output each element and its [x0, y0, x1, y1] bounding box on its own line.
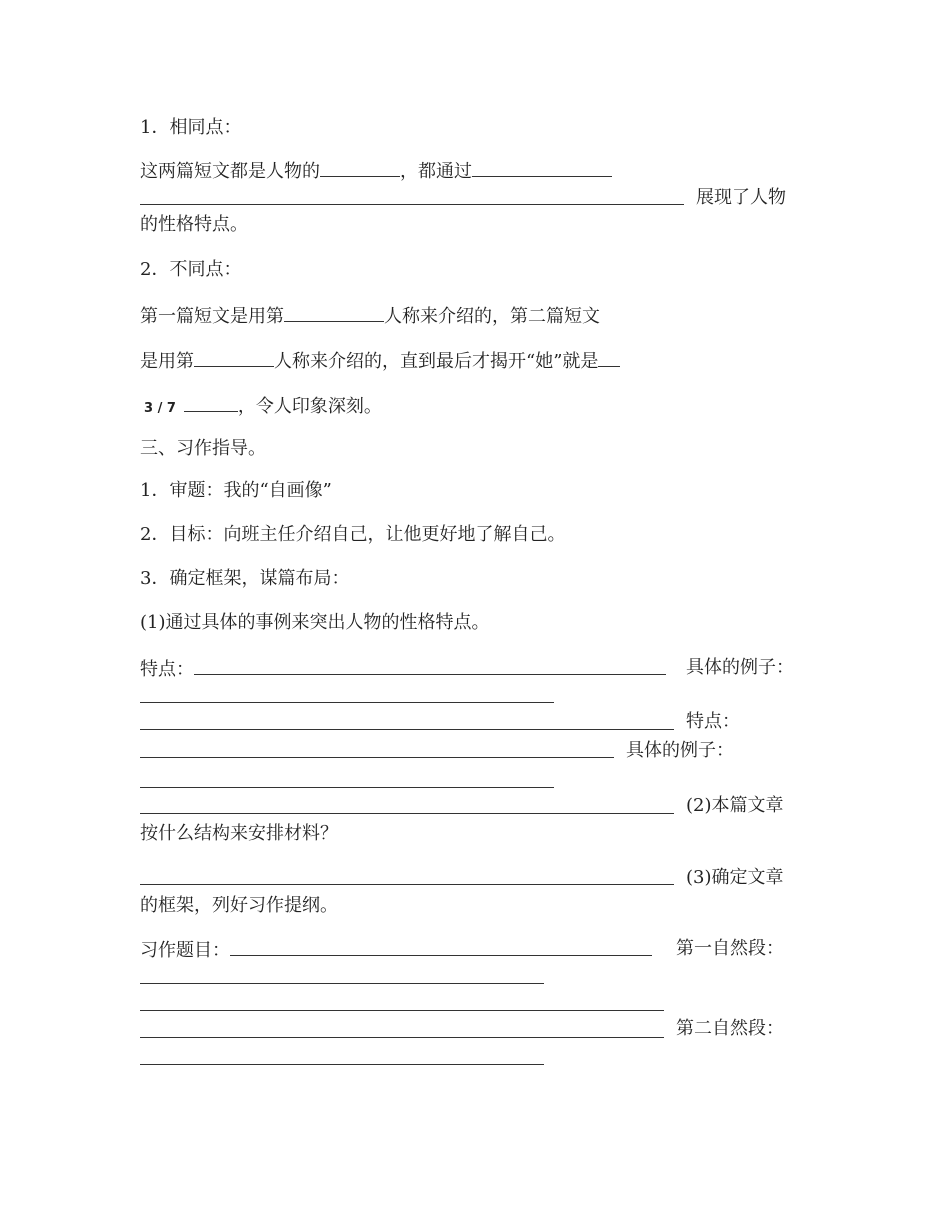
title-line [140, 937, 652, 963]
paragraph-2-label: 第二自然段： [676, 1018, 784, 1039]
difference-text-4: 人称来介绍的，直到最后才揭开“她”就是 [274, 351, 599, 372]
guide-item-1: 1．审题：我的“自画像” [140, 480, 332, 501]
blank-para1-b[interactable] [140, 1010, 664, 1011]
blank-example-2a[interactable] [140, 787, 554, 788]
section-3-heading: 三、习作指导。 [140, 438, 266, 459]
difference-text-2: 人称来介绍的，第二篇短文 [384, 306, 600, 327]
trait-line-1 [140, 656, 666, 682]
difference-text-5: ，令人印象深刻。 [237, 396, 382, 417]
guide-item-3: 3．确定框架，谋篇布局： [140, 568, 350, 589]
blank-title[interactable] [230, 937, 652, 956]
blank-method-start[interactable] [472, 158, 612, 177]
blank-example-1a[interactable] [140, 702, 554, 703]
difference-line-1 [140, 303, 600, 329]
difference-text-3: 是用第 [140, 351, 194, 372]
similarity-text-4: 的性格特点。 [140, 214, 248, 235]
blank-method-cont[interactable] [140, 204, 684, 205]
blank-first-person[interactable] [284, 303, 384, 322]
blank-para2-a[interactable] [140, 1064, 544, 1065]
guide-item-4: (1)通过具体的事例来突出人物的性格特点。 [140, 612, 490, 633]
title-label: 习作题目： [140, 940, 230, 961]
difference-line-3 [140, 393, 382, 421]
blank-trait-2[interactable] [140, 757, 614, 758]
similarity-text-1: 这两篇短文都是人物的 [140, 161, 320, 182]
blank-who-start[interactable] [598, 348, 620, 367]
guide-item-2: 2．目标：向班主任介绍自己，让他更好地了解自己。 [140, 524, 566, 545]
blank-genre[interactable] [320, 158, 400, 177]
example-label-2: 具体的例子： [626, 740, 734, 761]
example-label-1: 具体的例子： [686, 657, 794, 678]
question-2-start: (2)本篇文章 [686, 795, 784, 816]
question-2-end: 按什么结构来安排材料？ [140, 823, 338, 844]
blank-para1-a[interactable] [140, 983, 544, 984]
blank-structure[interactable] [140, 884, 674, 885]
trait-label-2: 特点： [686, 711, 740, 732]
blank-para1-c[interactable] [140, 1037, 664, 1038]
blank-who-cont[interactable] [184, 393, 238, 412]
question-3-end: 的框架，列好习作提纲。 [140, 895, 338, 916]
page-number: 3 / 7 [144, 401, 176, 416]
blank-example-1b[interactable] [140, 729, 674, 730]
blank-example-2b[interactable] [140, 813, 674, 814]
paragraph-1-label: 第一自然段： [676, 938, 784, 959]
similarity-text-3: 展现了人物 [696, 187, 786, 208]
question-3-start: (3)确定文章 [686, 867, 784, 888]
similarity-line-1 [140, 158, 612, 184]
similarity-heading: 1．相同点： [140, 117, 242, 138]
difference-heading: 2．不同点： [140, 259, 242, 280]
blank-second-person[interactable] [194, 348, 274, 367]
difference-text-1: 第一篇短文是用第 [140, 306, 284, 327]
trait-label-1: 特点： [140, 659, 194, 680]
blank-trait-1[interactable] [194, 656, 666, 675]
similarity-text-2: ，都通过 [400, 161, 472, 182]
difference-line-2 [140, 348, 620, 374]
